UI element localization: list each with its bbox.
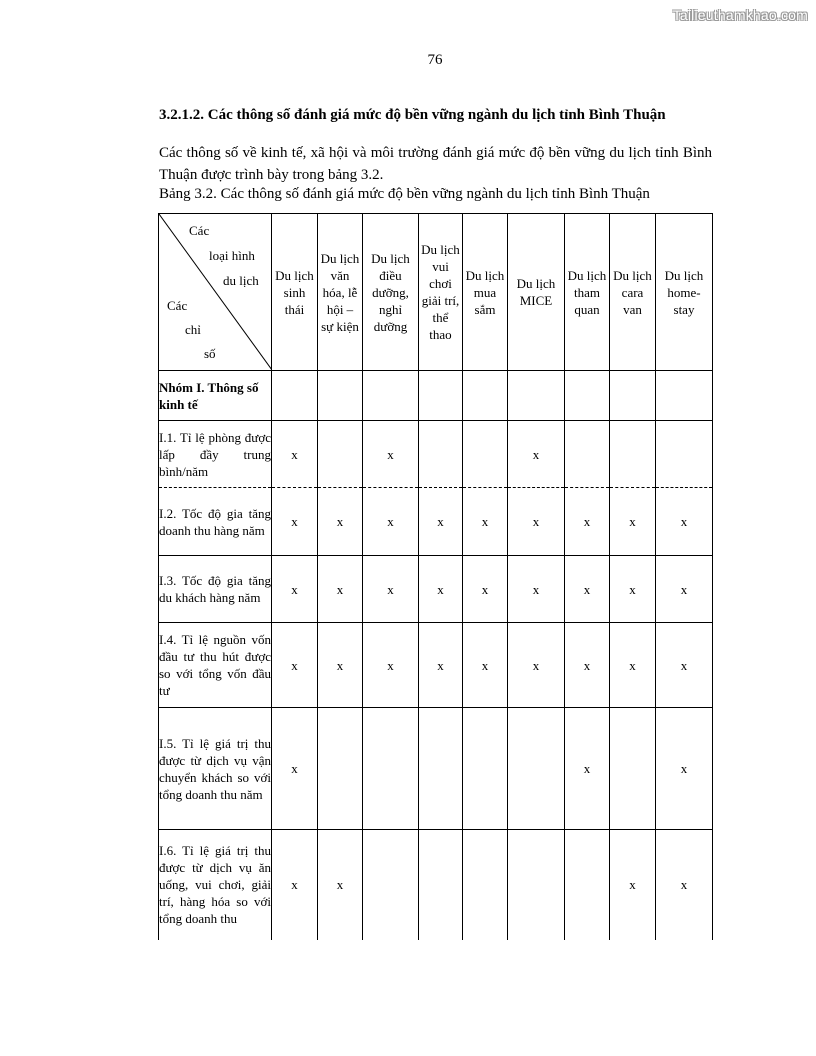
mark-cell: x [610,488,656,556]
mark-cell: x [656,830,713,940]
group-row [159,371,713,421]
table-cell [610,371,656,421]
row-label: I.1. Tỉ lệ phòng được lấp đầy trung bình/năm [159,421,272,488]
corner-header [159,214,272,371]
group-label: Nhóm I. Thông số kinh tế [159,371,272,421]
mark-cell: x [610,556,656,623]
table-cell [318,371,363,421]
mark-cell: x [318,488,363,556]
column-header: Du lịch mua sắm [463,214,508,371]
column-header: Du lịch vui chơi giải trí, thể thao [419,214,463,371]
mark-cell: x [419,556,463,623]
table-caption: Bảng 3.2. Các thông số đánh giá mức độ bền vững ngành du lịch tỉnh Bình Thuận [159,186,650,202]
mark-cell: x [610,830,656,940]
table-cell [363,371,419,421]
table-cell [508,371,565,421]
mark-cell: x [363,488,419,556]
row-label: I.3. Tốc độ gia tăng du khách hàng năm [159,556,272,623]
section-heading: 3.2.1.2. Các thông số đánh giá mức độ bền vững ngành du lịch tỉnh Bình Thuận [159,107,666,123]
mark-cell [656,421,713,488]
column-header: Du lịch văn hóa, lễ hội – sự kiện [318,214,363,371]
mark-cell: x [508,488,565,556]
mark-cell: x [508,421,565,488]
mark-cell: x [363,421,419,488]
mark-cell: x [656,708,713,830]
mark-cell: x [463,623,508,708]
mark-cell: x [610,623,656,708]
table-cell [565,371,610,421]
column-header: Du lịch MICE [508,214,565,371]
row-label: I.5. Tỉ lệ giá trị thu được từ dịch vụ vận chuyển khách so với tổng doanh thu năm [159,708,272,830]
table-row [159,421,713,488]
table-cell [419,371,463,421]
column-header: Du lịch sinh thái [272,214,318,371]
mark-cell [508,708,565,830]
mark-cell: x [318,830,363,940]
mark-cell: x [419,623,463,708]
table-row [159,708,713,830]
table-cell [272,371,318,421]
mark-cell: x [318,623,363,708]
mark-cell [463,708,508,830]
column-header: Du lịch điều dưỡng, nghỉ dưỡng [363,214,419,371]
row-label: I.4. Tỉ lệ nguồn vốn đầu tư thu hút được so với tổng vốn đầu tư [159,623,272,708]
parameters-table [158,213,713,940]
mark-cell [318,421,363,488]
mark-cell [610,708,656,830]
mark-cell [419,830,463,940]
mark-cell: x [565,708,610,830]
row-label: I.2. Tốc độ gia tăng doanh thu hàng năm [159,488,272,556]
mark-cell: x [318,556,363,623]
corner-top-line: Các [189,223,210,238]
corner-bottom-line: số [204,346,216,361]
intro-paragraph: Các thông số về kinh tế, xã hội và môi trường đánh giá mức độ bền vững du lịch tỉnh Bình Thuận được trình bày trong bảng 3.2. [159,145,712,183]
mark-cell: x [272,421,318,488]
mark-cell: x [508,623,565,708]
table-row [159,556,713,623]
mark-cell [419,421,463,488]
mark-cell: x [565,623,610,708]
mark-cell: x [508,556,565,623]
mark-cell: x [656,488,713,556]
mark-cell: x [656,623,713,708]
mark-cell: x [565,488,610,556]
table-row [159,488,713,556]
mark-cell [318,708,363,830]
row-label: I.6. Tỉ lệ giá trị thu được từ dịch vụ ăn uống, vui chơi, giải trí, hàng hóa so với tổng doanh thu [159,830,272,940]
mark-cell: x [272,708,318,830]
mark-cell: x [272,830,318,940]
mark-cell [419,708,463,830]
mark-cell: x [272,623,318,708]
table-header-row [159,214,713,371]
mark-cell: x [463,556,508,623]
page-number: 76 [427,52,443,68]
watermark: Tailieuthamkhao.com [672,7,808,23]
mark-cell [610,421,656,488]
mark-cell [463,421,508,488]
mark-cell: x [463,488,508,556]
column-header: Du lịch tham quan [565,214,610,371]
corner-bottom-line: chỉ [185,322,201,337]
table-cell [656,371,713,421]
mark-cell [463,830,508,940]
corner-top-line: du lịch [223,273,259,288]
column-header: Du lịch home-stay [656,214,713,371]
mark-cell: x [363,623,419,708]
table-row [159,623,713,708]
mark-cell [565,830,610,940]
mark-cell: x [272,488,318,556]
mark-cell [363,830,419,940]
mark-cell: x [565,556,610,623]
mark-cell: x [419,488,463,556]
mark-cell [508,830,565,940]
corner-top-line: loại hình [209,248,255,263]
mark-cell: x [656,556,713,623]
mark-cell [363,708,419,830]
mark-cell [565,421,610,488]
corner-bottom-line: Các [167,298,188,313]
table-cell [463,371,508,421]
mark-cell: x [272,556,318,623]
table-row [159,830,713,940]
mark-cell: x [363,556,419,623]
column-header: Du lịch cara van [610,214,656,371]
